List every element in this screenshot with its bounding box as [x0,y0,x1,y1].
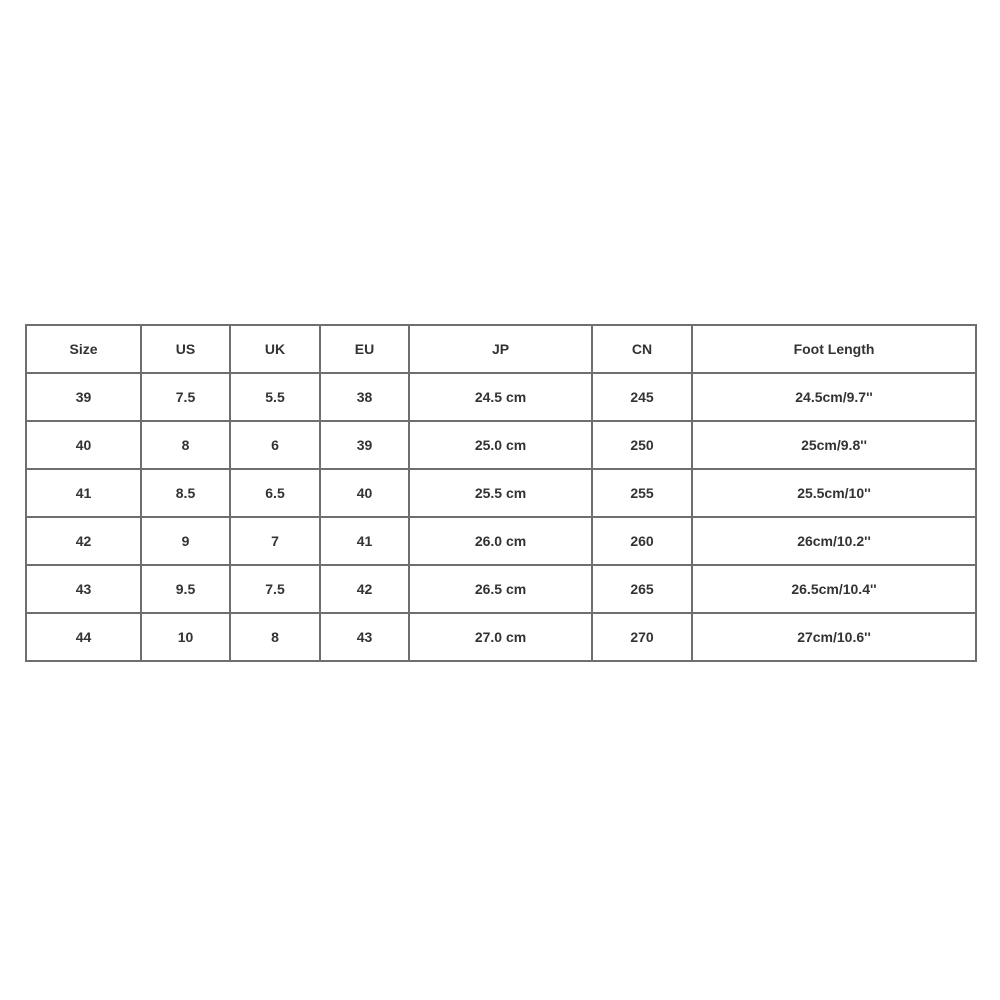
table-row [26,517,976,565]
header-foot-length: Foot Length [692,325,976,373]
table-row [26,421,976,469]
cell-jp: 27.0 cm [409,613,592,661]
header-us: US [141,325,230,373]
table-header-row [26,325,976,373]
cell-cn: 250 [592,421,692,469]
cell-eu: 39 [320,421,409,469]
header-uk: UK [230,325,320,373]
cell-jp: 26.5 cm [409,565,592,613]
cell-eu: 40 [320,469,409,517]
cell-foot-length: 27cm/10.6'' [692,613,976,661]
cell-uk: 6 [230,421,320,469]
cell-eu: 43 [320,613,409,661]
cell-size: 42 [26,517,141,565]
header-size: Size [26,325,141,373]
cell-size: 44 [26,613,141,661]
cell-cn: 270 [592,613,692,661]
cell-uk: 7.5 [230,565,320,613]
cell-uk: 8 [230,613,320,661]
cell-eu: 38 [320,373,409,421]
table-row [26,613,976,661]
cell-foot-length: 25cm/9.8'' [692,421,976,469]
header-jp: JP [409,325,592,373]
cell-size: 40 [26,421,141,469]
cell-foot-length: 26cm/10.2'' [692,517,976,565]
header-cn: CN [592,325,692,373]
table-row [26,565,976,613]
cell-uk: 7 [230,517,320,565]
cell-size: 43 [26,565,141,613]
cell-foot-length: 25.5cm/10'' [692,469,976,517]
cell-us: 8.5 [141,469,230,517]
cell-cn: 260 [592,517,692,565]
cell-eu: 41 [320,517,409,565]
cell-us: 9 [141,517,230,565]
size-chart-table [25,324,977,662]
cell-jp: 25.0 cm [409,421,592,469]
cell-uk: 6.5 [230,469,320,517]
cell-jp: 24.5 cm [409,373,592,421]
cell-size: 39 [26,373,141,421]
cell-jp: 26.0 cm [409,517,592,565]
cell-eu: 42 [320,565,409,613]
cell-uk: 5.5 [230,373,320,421]
cell-cn: 265 [592,565,692,613]
table-row [26,469,976,517]
cell-us: 9.5 [141,565,230,613]
table-row [26,373,976,421]
cell-foot-length: 26.5cm/10.4'' [692,565,976,613]
cell-us: 8 [141,421,230,469]
cell-foot-length: 24.5cm/9.7'' [692,373,976,421]
cell-cn: 255 [592,469,692,517]
cell-us: 10 [141,613,230,661]
cell-cn: 245 [592,373,692,421]
cell-jp: 25.5 cm [409,469,592,517]
cell-us: 7.5 [141,373,230,421]
header-eu: EU [320,325,409,373]
cell-size: 41 [26,469,141,517]
